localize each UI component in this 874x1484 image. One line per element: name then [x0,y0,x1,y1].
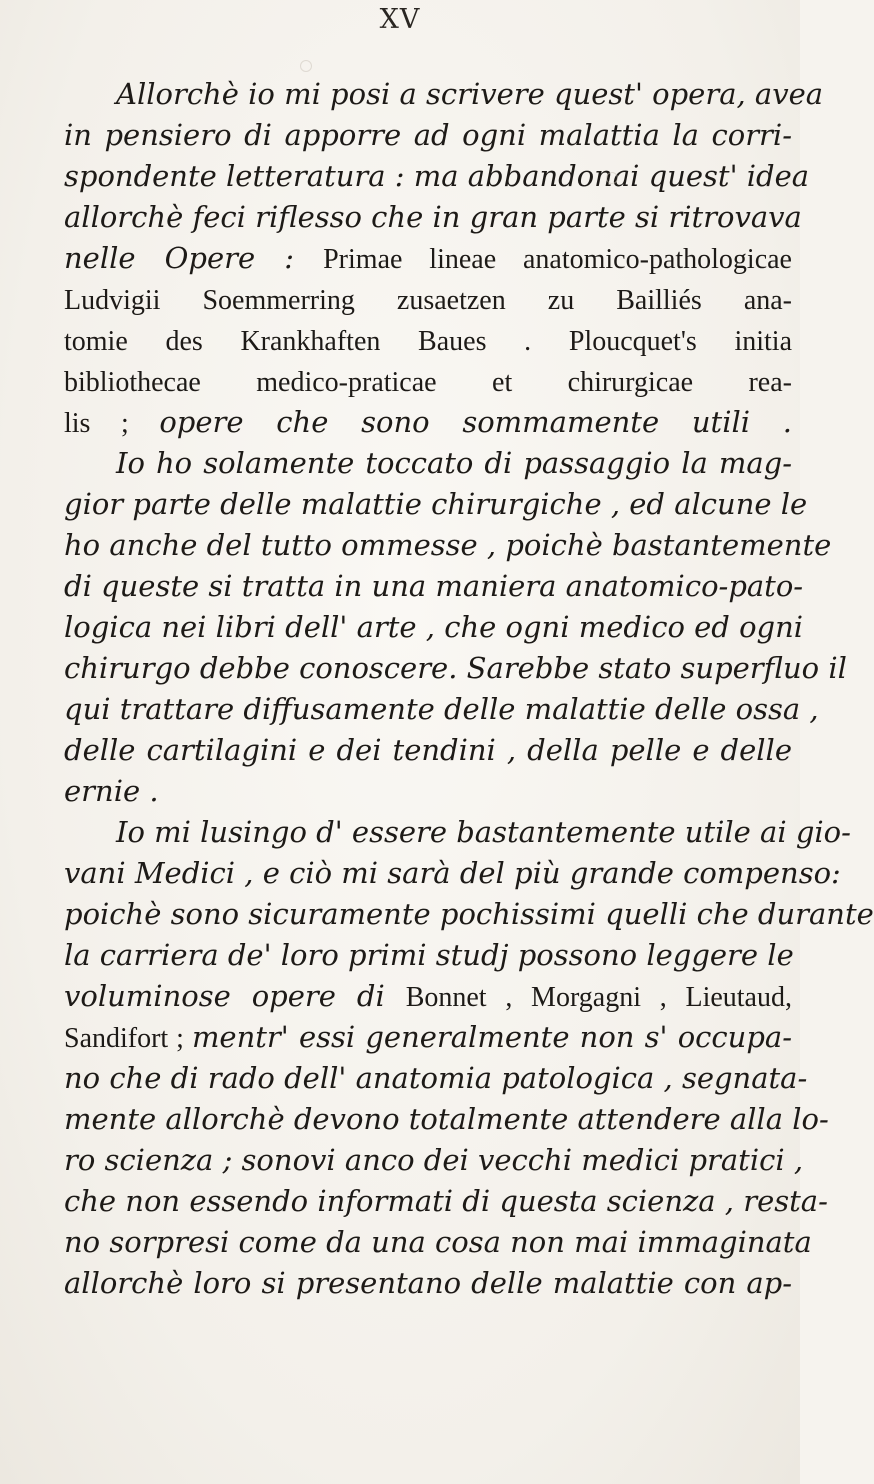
text-line-content [64,361,792,403]
roman-text: bibliothecae medico-praticae et chirurgicae rea- [64,367,792,398]
text-line [64,238,792,279]
text-line [64,1222,812,1263]
italic-text: Io mi lusingo d' essere bastantemente utile ai gio- [116,815,851,849]
text-line-content [64,689,819,730]
text-line [64,689,819,730]
roman-text: lis ; [64,408,160,439]
text-line [64,976,792,1017]
text-line [64,648,847,689]
text-line-content [64,197,802,238]
text-line [64,279,792,320]
italic-text: voluminose opere di [64,979,406,1013]
text-line-content [64,607,804,648]
text-line [64,1263,792,1304]
roman-text: tomie des Krankhaften Baues . Ploucquet's initia [64,326,792,357]
italic-text: mente allorchè devono totalmente attendere alla lo- [64,1102,829,1136]
text-line [64,894,874,935]
text-line-content [64,1017,792,1059]
text-line-content [64,320,792,362]
italic-text: ho anche del tutto ommesse , poichè bastantemente [64,528,832,562]
text-line-content [64,730,792,771]
text-line-content [64,238,792,280]
text-line [64,402,792,443]
page-number: XV [379,4,421,35]
text-line-content [64,935,792,976]
text-line-content [64,525,832,566]
italic-text: la carriera de' loro primi studj possono leggere le [64,938,794,972]
text-line-content [64,115,792,156]
paper-stain [606,172,618,184]
italic-text: nelle Opere : [64,241,324,275]
italic-text: gior parte delle malattie chirurgiche , ed alcune le [64,487,808,521]
text-line [64,1099,829,1140]
text-line-content [64,1058,808,1099]
text-line-content [64,976,792,1018]
body-text [64,74,874,1304]
text-line-content [64,774,159,808]
text-line [64,607,804,648]
text-line-content [64,648,847,689]
italic-text: vani Medici , e ciò mi sarà del più grande compenso: [64,856,841,890]
text-line [64,320,792,361]
roman-text: Primae lineae anatomico-pathologicae [323,244,792,275]
text-line-content [64,402,792,444]
text-line [64,935,792,976]
text-line [64,771,792,812]
text-line [64,525,832,566]
text-line-content [64,1099,829,1140]
text-line-content [64,1222,812,1263]
italic-text: delle cartilagini e dei tendini , della pelle e delle [64,733,792,767]
text-line-content [64,156,810,197]
text-line-content [64,812,851,853]
italic-text: poichè sono sicuramente pochissimi quelli che durante [64,897,874,931]
text-line [64,115,792,156]
text-line [64,1181,828,1222]
text-line [64,361,792,402]
italic-text: in pensiero di apporre ad ogni malattia la corri- [64,118,792,152]
italic-text: ernie . [64,774,159,808]
text-line [64,1140,804,1181]
italic-text: opere che sono sommamente utili . [159,405,792,439]
text-line-content [64,1263,792,1304]
paper-stain [300,60,312,72]
text-line-content [64,894,874,935]
italic-text: ro scienza ; sonovi anco dei vecchi medici pratici , [64,1143,804,1177]
text-line-content [64,566,804,607]
text-line-content [64,443,792,484]
italic-text: qui trattare diffusamente delle malattie delle ossa , [64,692,819,726]
italic-text: mentr' essi generalmente non s' occupa- [191,1020,792,1054]
text-line [64,730,792,771]
italic-text: di queste si tratta in una maniera anatomico-pato- [64,569,804,603]
italic-text: allorchè loro si presentano delle malattie con ap- [64,1266,792,1300]
text-line [64,443,792,484]
italic-text: Io ho solamente toccato di passaggio la mag- [116,446,792,480]
text-line-content [64,853,841,894]
text-line [64,484,808,525]
text-line [64,74,824,115]
text-line [64,853,841,894]
text-line [64,566,804,607]
text-line [64,156,810,197]
text-line-content [64,279,792,321]
text-line [64,812,851,853]
text-line-content [64,484,808,525]
roman-text: Ludvigii Soemmerring zusaetzen zu Bailliés ana- [64,285,792,316]
italic-text: che non essendo informati di questa scienza , resta- [64,1184,828,1218]
italic-text: logica nei libri dell' arte , che ogni medico ed ogni [64,610,804,644]
text-line-content [64,1140,804,1181]
roman-text: Bonnet , Morgagni , Lieutaud, [405,982,792,1013]
text-line [64,1058,808,1099]
italic-text: Allorchè io mi posi a scrivere quest' opera, avea [116,77,824,111]
italic-text: spondente letteratura : ma abbandonai quest' idea [64,159,810,193]
italic-text: no sorpresi come da una cosa non mai immaginata [64,1225,812,1259]
roman-text: Sandifort ; [64,1023,192,1054]
text-line [64,1017,792,1058]
text-line-content [64,74,824,115]
italic-text: allorchè feci riflesso che in gran parte si ritrovava [64,200,802,234]
text-line [64,197,802,238]
italic-text: chirurgo debbe conoscere. Sarebbe stato superfluo il [64,651,847,685]
italic-text: no che di rado dell' anatomia patologica , segnata- [64,1061,808,1095]
text-line-content [64,1181,828,1222]
